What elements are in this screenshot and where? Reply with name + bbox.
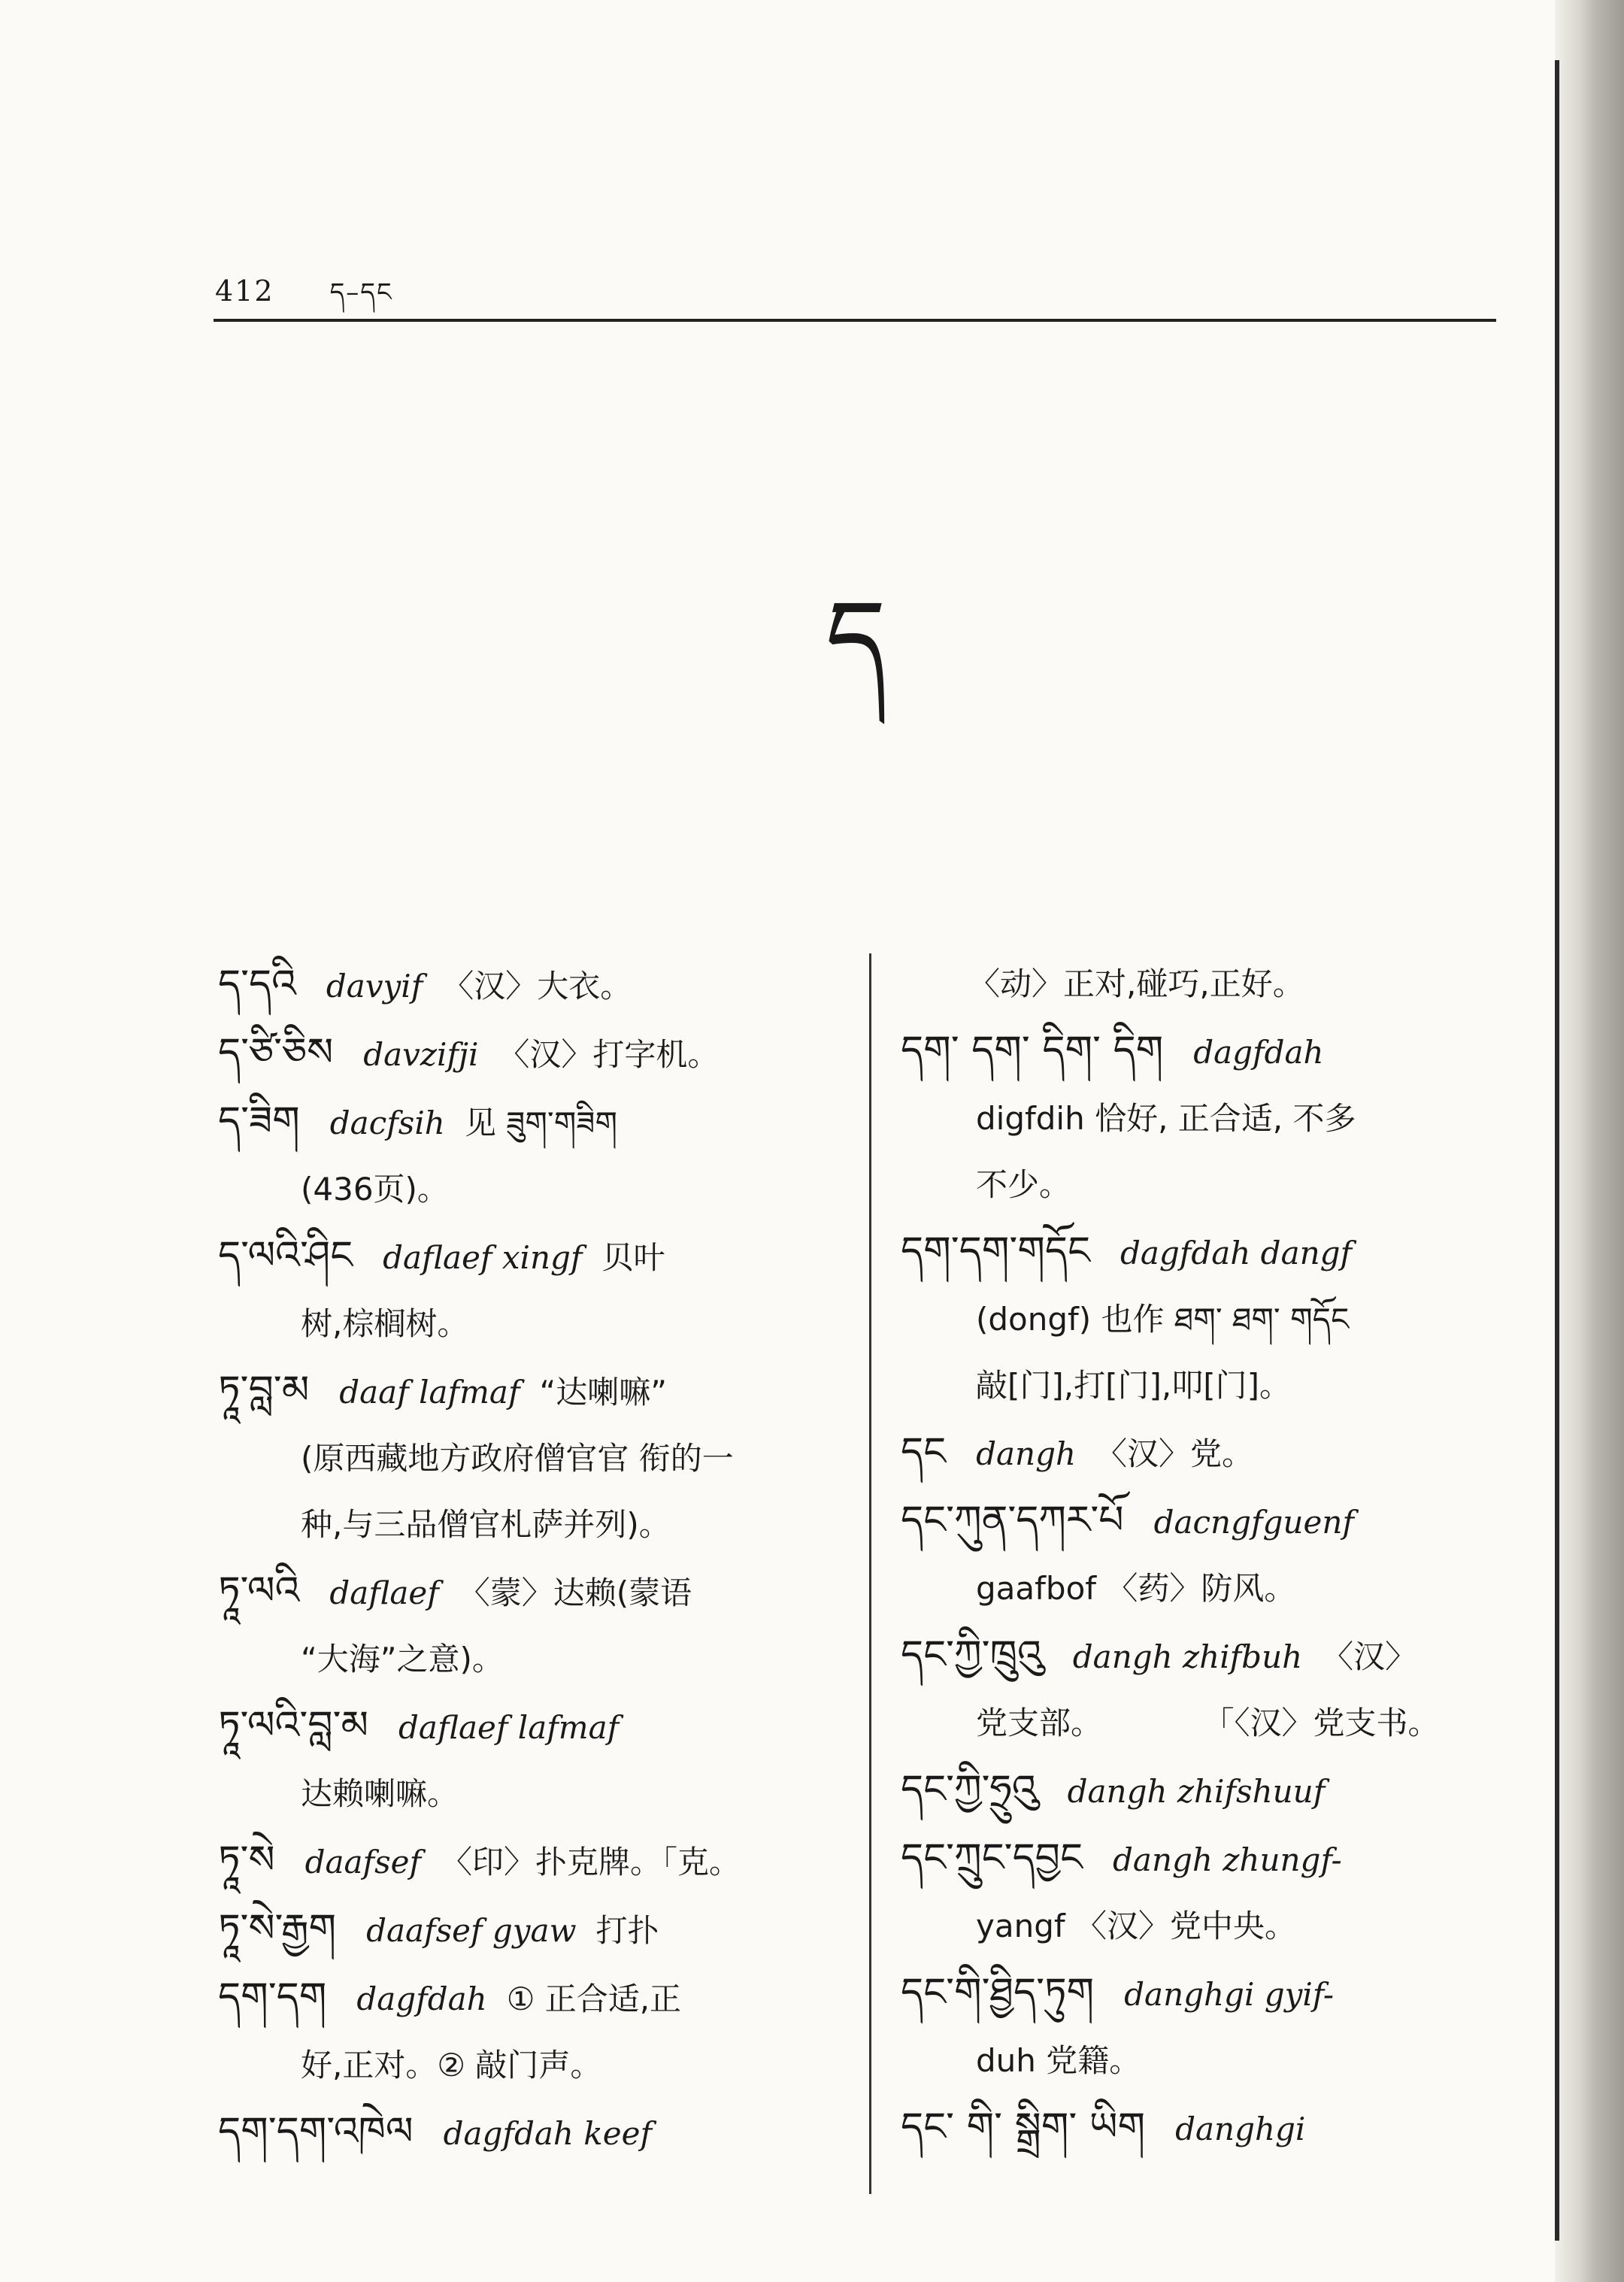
- entry-tibetan: ཏཱ་བླ་མ: [218, 1368, 310, 1413]
- entry-tibetan: དང: [901, 1429, 947, 1474]
- entry-continuation: (436页)。: [301, 1171, 449, 1208]
- dictionary-entry: [218, 1693, 850, 1827]
- entry-romanization: daaf lafmaf: [339, 1374, 520, 1411]
- entry-definition: “达喇嘛”: [539, 1374, 668, 1411]
- entry-continuation: 好,正对。② 敲门声。: [301, 2047, 602, 2083]
- entry-romanization: dacfsih: [329, 1105, 445, 1141]
- entry-definition: 〈印〉扑克牌。「克。: [441, 1844, 741, 1880]
- entry-tibetan: ཏཱ་སེ་རྒྱག: [218, 1906, 337, 1951]
- entry-tibetan: ཏཱ་ལའི་བླ་མ: [218, 1703, 369, 1748]
- entry-definition: 〈蒙〉达赖(蒙语: [458, 1574, 692, 1611]
- entry-tibetan: ད་ལའི་ཤིང: [218, 1233, 353, 1278]
- entry-continuation: 种,与三品僧官札萨并列)。: [301, 1506, 671, 1543]
- column-divider: [869, 953, 871, 2194]
- entry-tibetan: ཏཱ་སེ: [218, 1838, 275, 1883]
- dictionary-entry: [218, 1223, 850, 1357]
- dictionary-entry: [218, 1558, 850, 1693]
- entry-continuation: (dongf) 也作 ཐག་ ཐག་ གདོང: [976, 1301, 1350, 1338]
- entry-tibetan: དག་དག་འཁེལ: [218, 2109, 414, 2154]
- dictionary-entry: [218, 1088, 850, 1223]
- entry-continuation: gaafbof 〈药〉防风。: [976, 1570, 1296, 1607]
- entry-continuation: 敲[门],打[门],叩[门]。: [976, 1367, 1292, 1404]
- entry-definition: 〈汉〉: [1322, 1638, 1417, 1675]
- right-column: [901, 951, 1513, 2162]
- dictionary-entry: [901, 1622, 1513, 1756]
- dictionary-entry: [218, 1896, 850, 1964]
- entry-tibetan: དང་ཀྱི་ཧྲུའུ: [901, 1767, 1038, 1812]
- entry-continuation: 不少。: [976, 1166, 1071, 1203]
- entry-tibetan: དང་ཀྲུང་དབྱང: [901, 1835, 1083, 1880]
- entry-continuation: 党支部。 「〈汉〉党支书。: [976, 1705, 1440, 1741]
- entry-romanization: dangh zhifshuuf: [1067, 1773, 1326, 1810]
- entry-continuation: 达赖喇嘛。: [301, 1775, 459, 1812]
- dictionary-entry: [901, 1419, 1513, 1487]
- entry-romanization: dacngfguenf: [1153, 1504, 1354, 1541]
- entry-romanization: daflaef: [329, 1574, 439, 1611]
- entry-romanization: daafsef: [304, 1844, 422, 1880]
- dictionary-entry: [218, 1020, 850, 1088]
- page-range: ད–དང: [329, 277, 393, 308]
- entry-romanization: dangh zhungf-: [1113, 1841, 1342, 1878]
- entry-romanization: dangh: [976, 1435, 1077, 1472]
- entry-tibetan: དང་གི་ཐྱིད་ཏུག: [901, 1970, 1095, 2015]
- dictionary-entry: [218, 2099, 850, 2167]
- dictionary-entry: [901, 1487, 1513, 1622]
- entry-definition: 打扑: [595, 1912, 659, 1949]
- entry-definition: 贝叶: [601, 1239, 665, 1276]
- dictionary-entry: [218, 1964, 850, 2099]
- entry-tibetan: དང་ཀུན་དཀར་པོ: [901, 1498, 1124, 1543]
- dictionary-entry: [901, 2094, 1513, 2162]
- entry-continuation: “大海”之意)。: [301, 1641, 504, 1677]
- scan-edge: [1555, 0, 1624, 2282]
- entry-definition: ① 正合适,正: [506, 1980, 682, 2017]
- entry-romanization: daflaef xingf: [383, 1239, 583, 1276]
- entry-tibetan: དག་དག་གདོང: [901, 1229, 1090, 1274]
- dictionary-entry: [218, 951, 850, 1020]
- header-rule: [214, 319, 1496, 322]
- dictionary-entry: [901, 1825, 1513, 1959]
- scan-edge-line: [1555, 60, 1559, 2241]
- entry-tibetan: དང་ཀྱི་ཁྲུའུ: [901, 1632, 1043, 1677]
- entry-definition: 〈汉〉党。: [1095, 1435, 1254, 1472]
- dictionary-entry: [901, 1959, 1513, 2094]
- entry-romanization: danghgi gyif-: [1124, 1976, 1335, 2013]
- entry-tibetan: དག་ དག་ དིག་ དིག: [901, 1028, 1164, 1073]
- section-letter: ད: [826, 577, 887, 700]
- entry-tibetan: ད་ཙི་ཅིས: [218, 1030, 334, 1075]
- entry-romanization: dagfdah dangf: [1120, 1235, 1353, 1271]
- entry-continuation: yangf 〈汉〉党中央。: [976, 1908, 1297, 1944]
- dictionary-entry: [218, 1357, 850, 1558]
- entry-tibetan: དང་ གི་ སྒྲིག་ ཡིག: [901, 2105, 1146, 2150]
- page-number: 412: [215, 274, 274, 308]
- left-column: [218, 951, 850, 2167]
- entry-continuation: 〈动〉正对,碰巧,正好。: [968, 965, 1304, 1002]
- entry-romanization: dagfdah: [356, 1980, 487, 2017]
- entry-continuation: digfdih 恰好, 正合适, 不多: [976, 1100, 1356, 1137]
- entry-definition: 〈汉〉大衣。: [442, 968, 632, 1005]
- entry-tibetan: ད་དའི: [218, 962, 296, 1007]
- dictionary-entry: [218, 1827, 850, 1896]
- entry-continuation: 树,棕榈树。: [301, 1305, 469, 1342]
- entry-definition: 见 ཟུག་གཟིག: [464, 1105, 618, 1141]
- entry-definition: 〈汉〉打字机。: [498, 1036, 720, 1073]
- entry-romanization: danghgi: [1175, 2111, 1306, 2147]
- entry-tibetan: ད་ཟིག: [218, 1099, 300, 1144]
- entry-romanization: dagfdah: [1193, 1034, 1324, 1071]
- entry-romanization: davyif: [326, 968, 423, 1005]
- entry-continuation: (原西藏地方政府僧官官 衔的一: [301, 1440, 734, 1477]
- entry-romanization: dagfdah keef: [443, 2115, 652, 2152]
- entry-romanization: daafsef gyaw: [366, 1912, 577, 1949]
- entry-tibetan: དག་དག: [218, 1974, 327, 2020]
- dictionary-entry: [901, 1017, 1513, 1218]
- entry-romanization: dangh zhifbuh: [1072, 1638, 1303, 1675]
- page-header: [215, 263, 393, 335]
- dictionary-entry: [901, 1756, 1513, 1825]
- entry-tibetan: ཏཱ་ལའི: [218, 1568, 300, 1614]
- entry-continuation: duh 党籍。: [976, 2042, 1141, 2079]
- entry-romanization: daflaef lafmaf: [398, 1709, 620, 1746]
- entry-romanization: davzifji: [363, 1036, 479, 1073]
- dictionary-entry: [901, 1218, 1513, 1419]
- dictionary-entry: [901, 951, 1513, 1017]
